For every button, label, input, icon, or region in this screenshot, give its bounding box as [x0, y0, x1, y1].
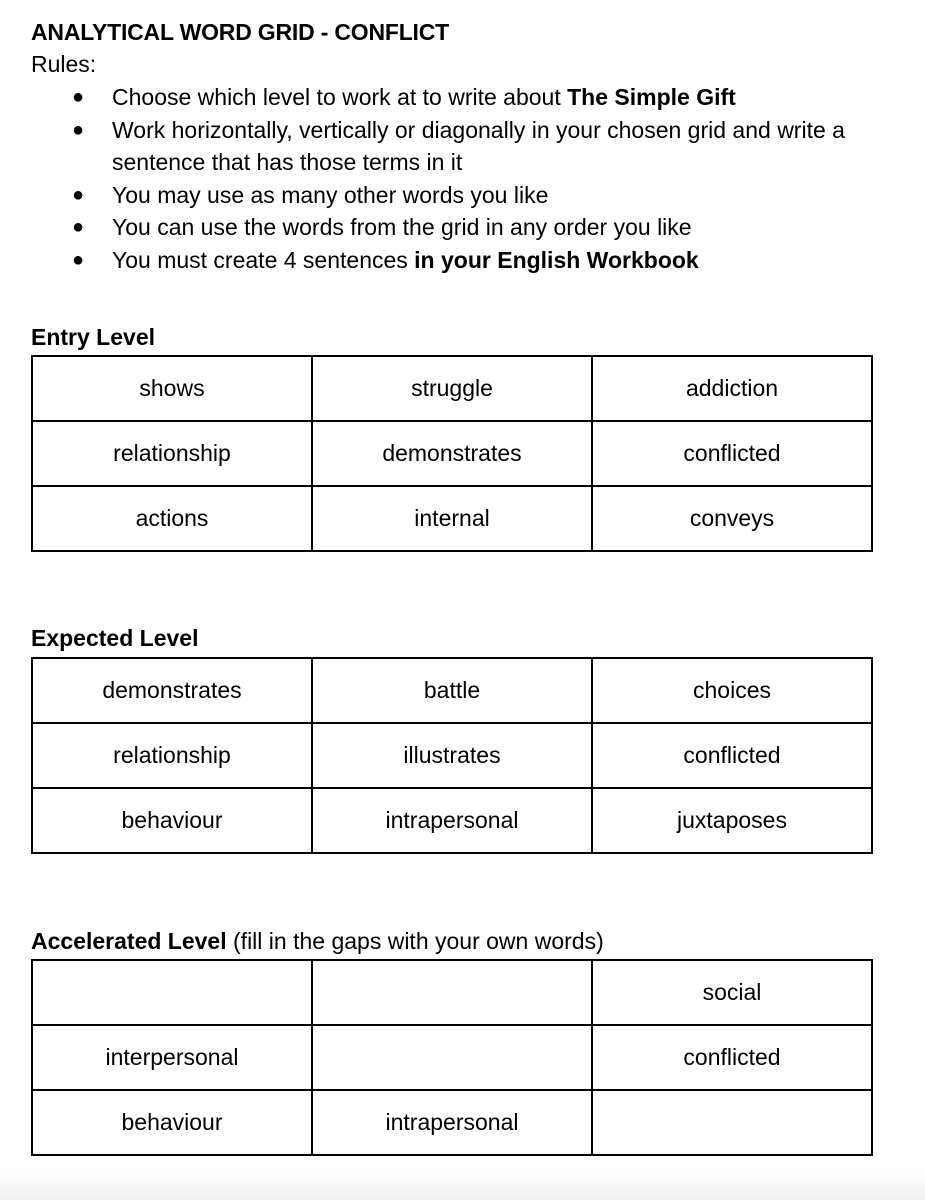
page-bottom-shadow — [0, 1172, 925, 1200]
grid-cell: behaviour — [32, 788, 312, 853]
grid-cell-blank — [312, 960, 592, 1025]
grid-cell: shows — [32, 356, 312, 421]
grid-cell: relationship — [32, 723, 312, 788]
accelerated-level-title: Accelerated Level — [31, 928, 227, 954]
rules-list — [31, 81, 851, 276]
accelerated-level-heading — [31, 926, 604, 956]
expected-level-title: Expected Level — [31, 625, 199, 651]
grid-cell: choices — [592, 658, 872, 723]
grid-cell-blank — [592, 1090, 872, 1155]
expected-level-grid — [31, 657, 873, 854]
grid-cell: illustrates — [312, 723, 592, 788]
grid-cell: conflicted — [592, 1025, 872, 1090]
grid-row — [32, 1025, 872, 1090]
grid-cell: social — [592, 960, 872, 1025]
grid-row — [32, 788, 872, 853]
grid-cell: relationship — [32, 421, 312, 486]
grid-cell: demonstrates — [32, 658, 312, 723]
grid-cell: behaviour — [32, 1090, 312, 1155]
rule-text: Choose which level to work at to write about — [112, 84, 568, 110]
grid-cell-blank — [312, 1025, 592, 1090]
grid-cell: conflicted — [592, 421, 872, 486]
bullet-icon: ● — [72, 183, 85, 206]
rule-bold-text: in your English Workbook — [414, 246, 699, 273]
rule-text: You must create 4 sentences — [112, 246, 415, 273]
accelerated-level-grid — [31, 959, 873, 1156]
grid-row — [32, 658, 872, 723]
grid-cell: conflicted — [592, 723, 872, 788]
grid-row — [32, 421, 872, 486]
grid-row — [32, 723, 872, 788]
grid-cell: intrapersonal — [312, 1090, 592, 1155]
expected-level-heading — [31, 623, 198, 653]
grid-cell: juxtaposes — [592, 788, 872, 853]
bullet-icon: ● — [72, 216, 85, 238]
grid-cell: interpersonal — [32, 1025, 312, 1090]
bullet-icon: ● — [72, 86, 85, 108]
rule-item — [31, 114, 851, 179]
grid-row — [32, 1090, 872, 1155]
entry-level-heading — [31, 322, 155, 352]
rule-bold-text: The Simple Gift — [567, 84, 736, 110]
grid-cell: demonstrates — [312, 421, 592, 486]
rule-text: Work horizontally, vertically or diagonally in your chosen grid and write a sentence that has those terms in it — [112, 116, 845, 175]
grid-cell: battle — [312, 658, 592, 723]
rule-item — [31, 244, 851, 277]
grid-row — [32, 960, 872, 1025]
grid-cell: actions — [32, 486, 312, 551]
bullet-icon: ● — [72, 248, 85, 271]
rule-item — [31, 179, 851, 212]
entry-level-title: Entry Level — [31, 324, 155, 350]
accelerated-level-note: (fill in the gaps with your own words) — [226, 928, 604, 954]
entry-level-grid — [31, 355, 873, 552]
grid-row — [32, 356, 872, 421]
rule-item — [31, 81, 851, 114]
grid-cell: struggle — [312, 356, 592, 421]
grid-cell: addiction — [592, 356, 872, 421]
rule-item — [31, 211, 851, 244]
rules-label: Rules: — [31, 51, 97, 77]
bullet-icon: ● — [72, 118, 85, 141]
grid-cell: intrapersonal — [312, 788, 592, 853]
worksheet-title: ANALYTICAL WORD GRID - CONFLICT — [31, 19, 449, 45]
grid-cell-blank — [32, 960, 312, 1025]
grid-cell: internal — [312, 486, 592, 551]
rule-text: You may use as many other words you like — [112, 181, 549, 208]
rule-text: You can use the words from the grid in any order you like — [112, 214, 692, 240]
grid-cell: conveys — [592, 486, 872, 551]
grid-row — [32, 486, 872, 551]
